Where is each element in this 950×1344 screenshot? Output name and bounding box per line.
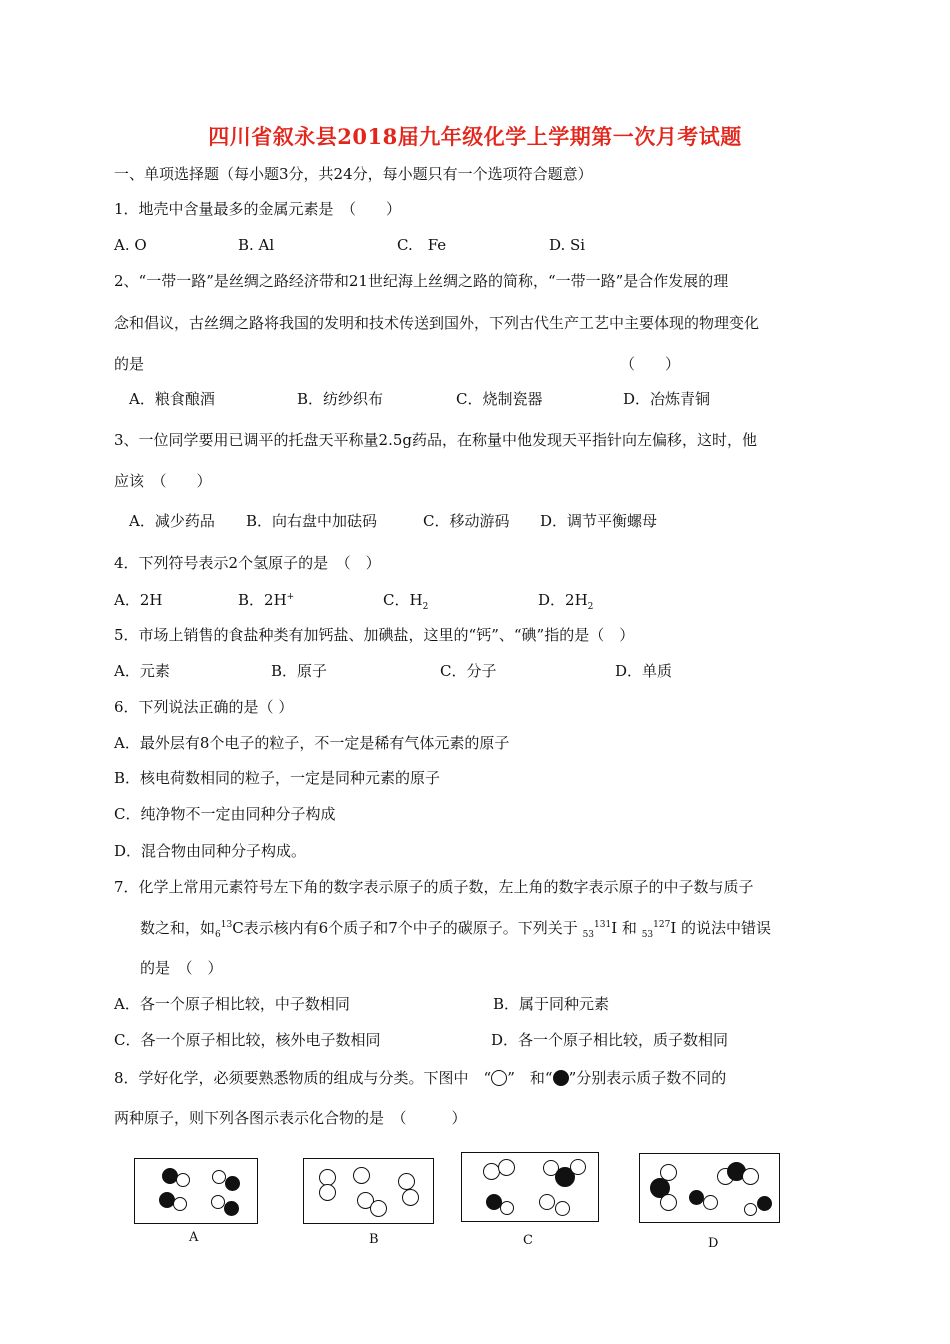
diagram-c	[461, 1152, 599, 1222]
q2-option-b: B．纺纱织布	[297, 390, 384, 408]
q8-line2: 两种原子，则下列各图示表示化合物的是 （ ）	[114, 1109, 467, 1127]
open-atom	[211, 1195, 225, 1209]
q7-line2: 数之和，如$_6^{13}$C表示核内有6个质子和7个中子的碳原子。下列关于 $_{53}^{131}$I 和 $_{53}^{127}$I 的说法中错误	[140, 919, 772, 940]
q2-line3: 的是	[114, 355, 145, 373]
q2-line1: 2、“一带一路”是丝绸之路经济带和21世纪海上丝绸之路的简称，“一带一路”是合作发展的理	[114, 272, 729, 290]
diagram-b	[303, 1158, 434, 1224]
open-atom	[744, 1203, 757, 1216]
open-atom	[370, 1200, 387, 1217]
open-atom	[660, 1194, 677, 1211]
q2-option-d: D．冶炼青铜	[623, 390, 711, 408]
open-atom	[398, 1173, 415, 1190]
q7-option-c: C．各一个原子相比较，核外电子数相同	[114, 1031, 381, 1049]
q6-option-d: D．混合物由同种分子构成。	[114, 842, 307, 860]
filled-atom	[224, 1201, 239, 1216]
diagram-b-label: B	[369, 1232, 379, 1247]
open-atom	[319, 1184, 336, 1201]
q3-option-d: D．调节平衡螺母	[540, 512, 658, 530]
open-atom	[212, 1170, 226, 1184]
q1-option-d: D. Si	[549, 236, 586, 254]
open-atom	[353, 1167, 370, 1184]
open-atom	[555, 1201, 570, 1216]
q2-line2: 念和倡议，古丝绸之路将我国的发明和技术传送到国外，下列古代生产工艺中主要体现的物理变化	[114, 314, 760, 332]
q7-line1: 7．化学上常用元素符号左下角的数字表示原子的质子数，左上角的数字表示原子的中子数与质子	[114, 878, 754, 896]
filled-atom-symbol	[553, 1070, 569, 1086]
q1-option-a: A. O	[114, 236, 147, 254]
q1-option-b: B. Al	[238, 236, 275, 254]
q4-option-b: B．2H+	[238, 591, 295, 609]
diagram-d-label: D	[708, 1236, 719, 1251]
q3-option-c: C．移动游码	[423, 512, 510, 530]
diagram-c-label: C	[523, 1233, 533, 1248]
q5-option-d: D．单质	[615, 662, 673, 680]
q6-stem: 6．下列说法正确的是（ ）	[114, 698, 294, 716]
open-atom	[173, 1197, 187, 1211]
q6-option-b: B．核电荷数相同的粒子，一定是同种元素的原子	[114, 769, 441, 787]
q7-option-a: A．各一个原子相比较，中子数相同	[114, 995, 350, 1013]
open-atom	[402, 1189, 419, 1206]
open-atom	[500, 1201, 514, 1215]
q6-option-c: C．纯净物不一定由同种分子构成	[114, 805, 336, 823]
q3-line1: 3、一位同学要用已调平的托盘天平称量2.5g药品，在称量中他发现天平指针向左偏移，这时，他	[114, 431, 758, 449]
exam-title: 四川省叙永县2018届九年级化学上学期第一次月考试题	[208, 124, 742, 149]
q5-stem: 5．市场上销售的食盐种类有加钙盐、加碘盐，这里的“钙”、“碘”指的是（ ）	[114, 626, 635, 644]
filled-atom	[689, 1190, 704, 1205]
open-atom	[742, 1168, 759, 1185]
q7-line3: 的是 （ ）	[140, 959, 223, 977]
open-atom	[703, 1195, 718, 1210]
diagram-a-label: A	[189, 1230, 199, 1245]
q3-line2: 应该 （ ）	[114, 472, 212, 490]
q3-option-a: A．减少药品	[129, 512, 215, 530]
open-atom	[539, 1194, 555, 1210]
q2-answer-paren: （ ）	[620, 355, 681, 373]
q4-option-d: D．$2H_2$	[538, 591, 594, 612]
diagram-a	[134, 1158, 258, 1224]
q1-stem: 1．地壳中含量最多的金属元素是 （ ）	[114, 200, 402, 218]
filled-atom	[225, 1176, 240, 1191]
q5-option-b: B．原子	[271, 662, 328, 680]
open-atom	[498, 1159, 515, 1176]
open-atom	[176, 1173, 190, 1187]
diagram-d	[639, 1153, 780, 1223]
q5-option-c: C．分子	[440, 662, 497, 680]
q3-option-b: B．向右盘中加砝码	[246, 512, 378, 530]
q4-option-a: A．2H	[114, 591, 163, 609]
q6-option-a: A．最外层有8个电子的粒子，不一定是稀有气体元素的原子	[114, 734, 510, 752]
q7-option-b: B．属于同种元素	[493, 995, 610, 1013]
q4-option-c: C．$H_2$	[383, 591, 429, 612]
q1-option-c: C. Fe	[397, 236, 447, 254]
q5-option-a: A．元素	[114, 662, 170, 680]
q7-option-d: D．各一个原子相比较，质子数相同	[491, 1031, 729, 1049]
q8-line1: 8．学好化学，必须要熟悉物质的组成与分类。下图中 “ ” 和“ ”分别表示质子数不同的	[114, 1069, 727, 1087]
filled-atom	[757, 1196, 772, 1211]
q4-stem: 4．下列符号表示2个氢原子的是 （ ）	[114, 554, 381, 572]
q2-option-a: A．粮食酿酒	[129, 390, 215, 408]
section-heading: 一、单项选择题（每小题3分，共24分，每小题只有一个选项符合题意）	[114, 165, 593, 183]
q2-option-c: C．烧制瓷器	[456, 390, 543, 408]
open-atom-symbol	[491, 1070, 507, 1086]
open-atom	[570, 1159, 586, 1175]
